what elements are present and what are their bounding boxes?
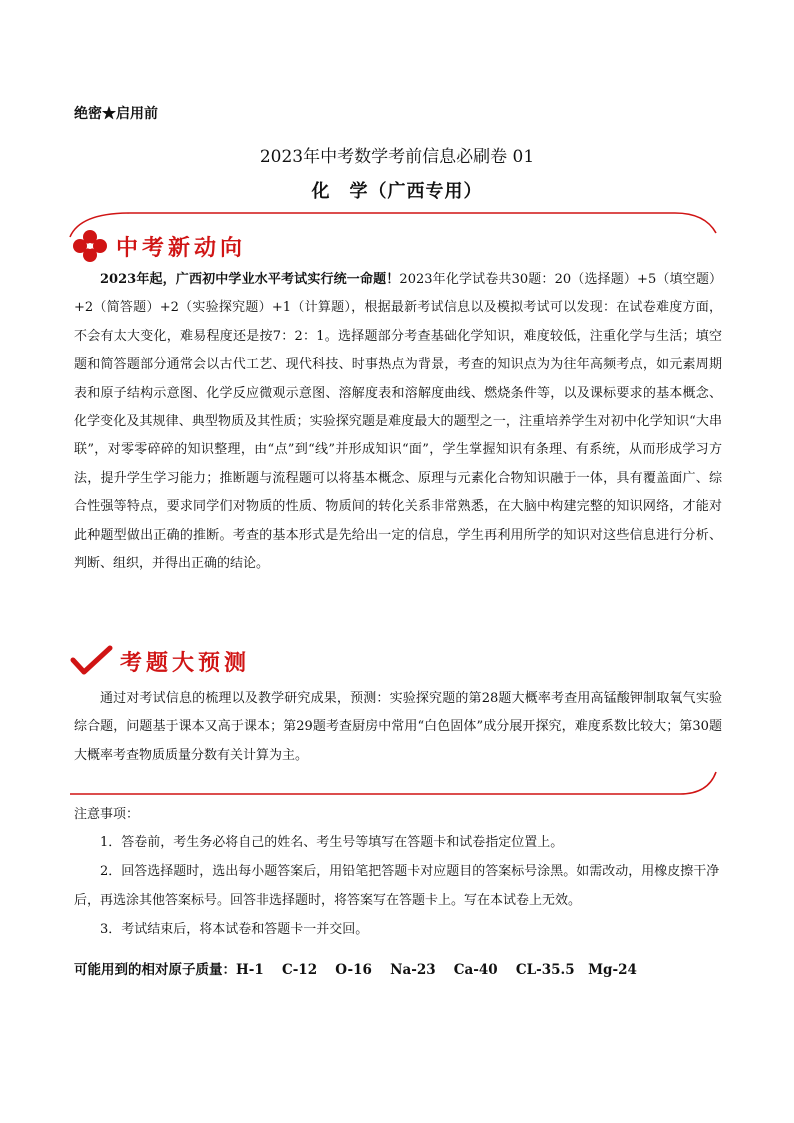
checkmark-icon (70, 644, 114, 678)
page-title: 2023年中考数学考前信息必刷卷 01 (259, 147, 535, 167)
notes-section (74, 803, 724, 944)
page-subtitle: 化 学（广西专用） (311, 181, 483, 202)
section2-header (70, 644, 250, 678)
notes-item: 1．答卷前，考生务必将自己的姓名、考生号等填写在答题卡和试卷指定位置上。 (100, 835, 564, 850)
section1-text: 2023年化学试卷共30题：20（选择题）+5（填空题）+2（简答题）+2（实验探究题）+1（计算题），根据最新考试信息以及模拟考试可以发现：在试卷难度方面，不会有太大变化，难易程度还是按7：2：1。选择题部分考查基础化学知识，难度较低，注重化学与生活；填空题和简答题部分通常会以古代工艺、现代科技、时事热点为背景，考查的知识点为为往年高频考点，如元素周期表和原子结构示意图、化学反应微观示意图、溶解度表和溶解度曲线、燃烧条件等，以及课标要求的基本概念、化学变化及其规律、典型物质及其性质；实验探究题是难度最大的题型之一，注重培养学生对初中化学知识“大串联”，对零零碎碎的知识整理，由“点”到“线”并形成知识“面”，学生掌握知识有条理、有系统，从而形成学习方法，提升学生学习能力；推断题与流程题可以将基本概念、原理与元素化合物知识融于一体，具有覆盖面广、综合性强等特点，要求同学们对物质的性质、物质间的转化关系非常熟悉，在大脑中构建完整的知识网络，才能对此种题型做出正确的推断。考查的基本形式是先给出一定的信息，学生再利用所学的知识对这些信息进行分析、判断、组织，并得出正确的结论。 (74, 272, 722, 572)
notes-item: 3．考试结束后，将本试卷和答题卡一并交回。 (100, 922, 369, 937)
section1-heading: 中考新动向 (116, 235, 247, 261)
clover-icon (70, 228, 110, 264)
atomic-masses: 可能用到的相对原子质量：H-1 C-12 O-16 Na-23 Ca-40 CL-35.5 Mg-24 (74, 962, 637, 978)
notes-item: 2．回答选择题时，选出每小题答案后，用铅笔把答题卡对应题目的答案标号涂黑。如需改动，用橡皮擦干净后，再选涂其他答案标号。回答非选择题时，将答案写在答题卡上。写在本试卷上无效。 (74, 864, 720, 908)
section1-header (70, 228, 246, 264)
section2-text: 通过对考试信息的梳理以及教学研究成果，预测：实验探究题的第28题大概率考查用高锰酸钾制取氧气实验综合题，问题基于课本又高于课本；第29题考查厨房中常用“白色固体”成分展开探究，难度系数比较大；第30题大概率考查物质质量分数有关计算为主。 (74, 691, 722, 763)
confidential-label: 绝密★启用前 (74, 106, 158, 122)
section1-body (74, 266, 722, 578)
section2-heading: 考题大预测 (120, 650, 251, 676)
section1-lead: 2023年起，广西初中学业水平考试实行统一命题！ (100, 272, 400, 287)
notes-heading: 注意事项： (74, 807, 140, 822)
section2-body (74, 685, 722, 770)
